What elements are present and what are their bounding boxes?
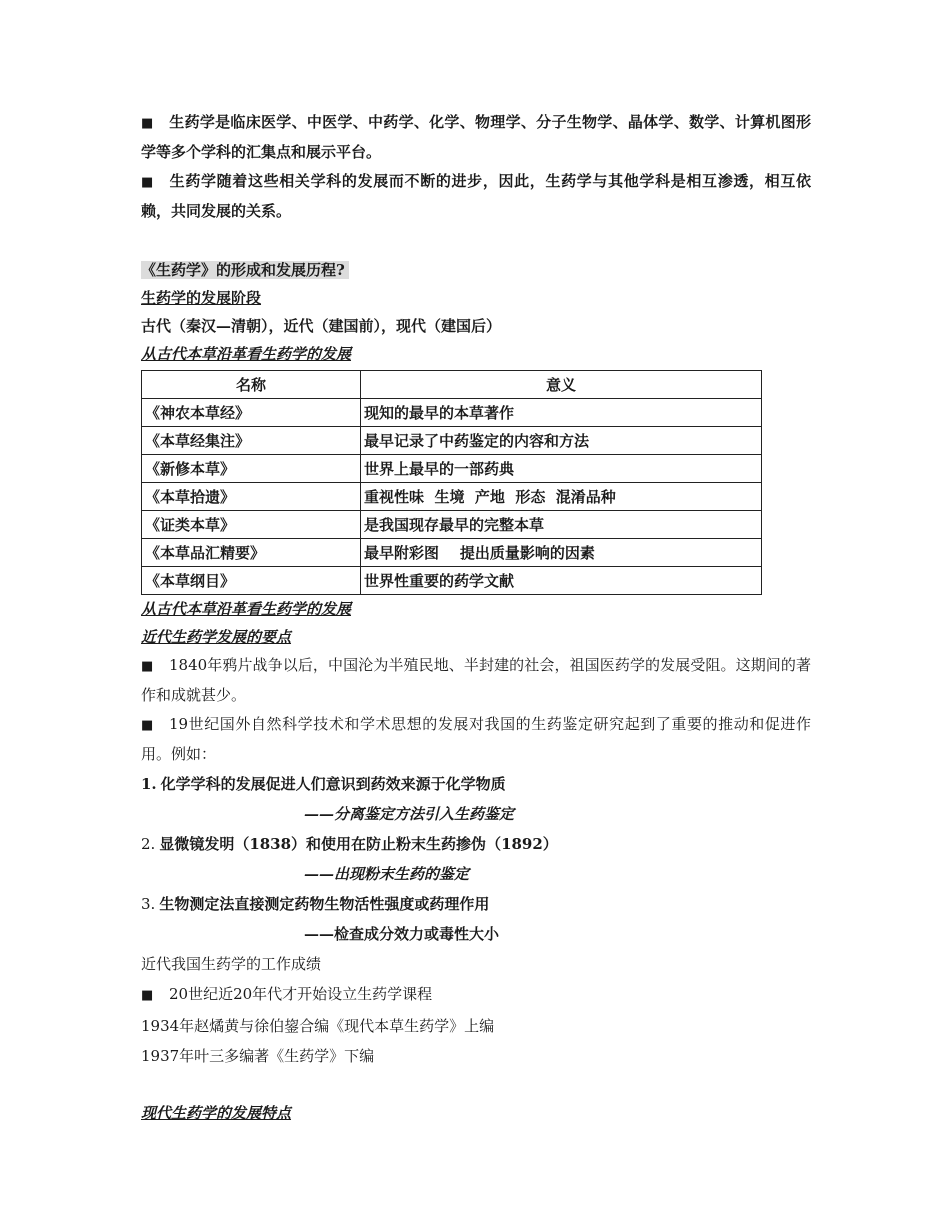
- point-2-note: ——出现粉末生药的鉴定: [304, 865, 470, 883]
- table-header-row: [142, 371, 762, 399]
- table-row: [142, 399, 762, 427]
- bullet-paragraph-2: ■ 生药学随着这些相关学科的发展而不断的进步，因此，生药学与其他学科是相互渗透，相互依赖，共同发展的关系。: [141, 167, 811, 226]
- current-heading: 现代生药学的发展特点: [141, 1104, 292, 1122]
- table-cell: 现知的最早的本草著作: [361, 399, 762, 427]
- table-cell: 《本草拾遗》: [142, 483, 361, 511]
- table-cell: 最早记录了中药鉴定的内容和方法: [361, 427, 762, 455]
- achievement-bullet: ■ 20世纪近20年代才开始设立生药学课程: [141, 979, 811, 1011]
- achievement-line-2: 1937年叶三多编著《生药学》下编: [141, 1047, 375, 1065]
- table-header-name: 名称: [142, 371, 361, 399]
- point-1-note: ——分离鉴定方法引入生药鉴定: [304, 805, 515, 823]
- herbal-classics-table: [141, 370, 762, 595]
- table-cell: 最早附彩图 提出质量影响的因素: [361, 539, 762, 567]
- table-row: [142, 539, 762, 567]
- achievements-heading: 近代我国生药学的工作成绩: [141, 955, 322, 973]
- table-row: [142, 567, 762, 595]
- bullet-square-icon: ■: [141, 116, 154, 131]
- table-cell: 世界性重要的药学文献: [361, 567, 762, 595]
- achievement-line-1: 1934年赵燏黄与徐伯鋆合编《现代本草生药学》上编: [141, 1017, 495, 1035]
- document-page: [141, 108, 811, 1127]
- modern-bullet-2: ■ 19世纪国外自然科学技术和学术思想的发展对我国的生药鉴定研究起到了重要的推动和促进作用。例如：: [141, 710, 811, 769]
- point-3-note: ——检查成分效力或毒性大小: [304, 925, 500, 943]
- question-heading: 《生药学》的形成和发展历程?: [141, 256, 811, 284]
- point-1: 1. 化学学科的发展促进人们意识到药效来源于化学物质: [141, 775, 506, 793]
- table-cell: 《神农本草经》: [142, 399, 361, 427]
- table-cell: 《新修本草》: [142, 455, 361, 483]
- stage-heading: 生药学的发展阶段: [141, 289, 262, 307]
- bullet-square-icon: ■: [141, 175, 154, 190]
- table-cell: 世界上最早的一部药典: [361, 455, 762, 483]
- table-header-meaning: 意义: [361, 371, 762, 399]
- stage-text: 古代（秦汉—清朝），近代（建国前），现代（建国后）: [141, 317, 502, 335]
- bullet-square-icon: ■: [141, 988, 154, 1003]
- bullet-square-icon: ■: [141, 718, 154, 733]
- table-cell: 重视性味 生境 产地 形态 混淆品种: [361, 483, 762, 511]
- bullet-paragraph-1: ■ 生药学是临床医学、中医学、中药学、化学、物理学、分子生物学、晶体学、数学、计算机图形学等多个学科的汇集点和展示平台。: [141, 108, 811, 167]
- point-3: 3. 生物测定法直接测定药物生物活性强度或药理作用: [141, 895, 490, 913]
- table-cell: 《本草纲目》: [142, 567, 361, 595]
- table-cell: 是我国现存最早的完整本草: [361, 511, 762, 539]
- table-row: [142, 455, 762, 483]
- modern-bullet-1: ■ 1840年鸦片战争以后，中国沦为半殖民地、半封建的社会，祖国医药学的发展受阻。这期间的著作和成就甚少。: [141, 651, 811, 710]
- table-cell: 《本草品汇精要》: [142, 539, 361, 567]
- spacer: [141, 226, 811, 256]
- modern-heading: 近代生药学发展的要点: [141, 628, 292, 646]
- table-row: [142, 511, 762, 539]
- ancient-heading-repeat: 从古代本草沿革看生药学的发展: [141, 600, 352, 618]
- table-row: [142, 427, 762, 455]
- table-cell: 《证类本草》: [142, 511, 361, 539]
- spacer: [141, 1071, 811, 1099]
- table-cell: 《本草经集注》: [142, 427, 361, 455]
- table-row: [142, 483, 762, 511]
- point-2: 2. 显微镜发明（1838）和使用在防止粉末生药掺伪（1892）: [141, 835, 558, 853]
- ancient-heading: 从古代本草沿革看生药学的发展: [141, 345, 352, 363]
- bullet-square-icon: ■: [141, 659, 154, 674]
